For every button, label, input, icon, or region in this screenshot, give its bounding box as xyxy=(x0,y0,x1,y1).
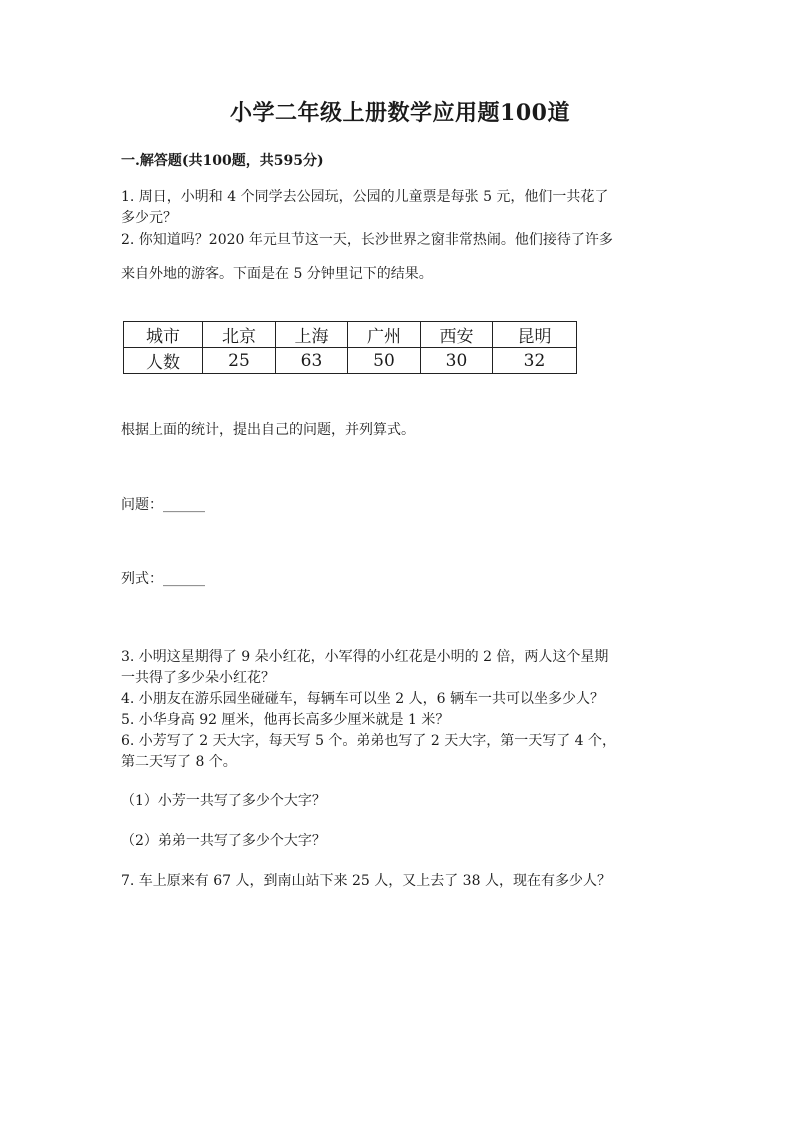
table-row xyxy=(124,348,577,374)
visitor-table xyxy=(123,321,577,374)
question-2-formula-blank: 列式：______ xyxy=(121,571,205,587)
table-cell: 25 xyxy=(203,348,276,374)
question-3-line-1: 3. 小明这星期得了 9 朵小红花，小军得的小红花是小明的 2 倍，两人这个星期 xyxy=(121,649,609,665)
page-title: 小学二年级上册数学应用题100道 xyxy=(230,100,570,126)
table-cell: 西安 xyxy=(421,322,493,348)
question-2-instruction: 根据上面的统计，提出自己的问题，并列算式。 xyxy=(121,422,415,438)
question-2-question-blank: 问题：______ xyxy=(121,497,205,513)
table-cell: 32 xyxy=(493,348,577,374)
question-5: 5. 小华身高 92 厘米，他再长高多少厘米就是 1 米？ xyxy=(121,712,450,728)
table-cell: 63 xyxy=(276,348,348,374)
question-7: 7. 车上原来有 67 人，到南山站下来 25 人，又上去了 38 人，现在有多少人？ xyxy=(121,873,611,889)
question-6-line-2: 第二天写了 8 个。 xyxy=(121,754,237,770)
question-6-line-1: 6. 小芳写了 2 天大字，每天写 5 个。弟弟也写了 2 天大字，第一天写了 4 个， xyxy=(121,733,617,749)
table-header-row xyxy=(124,322,577,348)
question-1-line-1: 1. 周日，小明和 4 个同学去公园玩，公园的儿童票是每张 5 元，他们一共花了 xyxy=(121,189,609,205)
question-6-sub-1: （1）小芳一共写了多少个大字？ xyxy=(121,793,326,809)
table-cell: 广州 xyxy=(348,322,421,348)
question-6-sub-2: （2）弟弟一共写了多少个大字？ xyxy=(121,833,326,849)
table-cell: 30 xyxy=(421,348,493,374)
question-2-line-1: 2. 你知道吗？2020 年元旦节这一天，长沙世界之窗非常热闹。他们接待了许多 xyxy=(121,232,613,248)
question-3-line-2: 一共得了多少朵小红花？ xyxy=(121,670,275,686)
table-cell: 昆明 xyxy=(493,322,577,348)
table-cell: 城市 xyxy=(124,322,203,348)
section-heading: 一.解答题(共100题，共595分) xyxy=(121,153,324,169)
question-2-line-2: 来自外地的游客。下面是在 5 分钟里记下的结果。 xyxy=(121,266,433,282)
question-1-line-2: 多少元？ xyxy=(121,210,177,226)
table-cell: 人数 xyxy=(124,348,203,374)
table-cell: 北京 xyxy=(203,322,276,348)
table-cell: 50 xyxy=(348,348,421,374)
table-cell: 上海 xyxy=(276,322,348,348)
question-4: 4. 小朋友在游乐园坐碰碰车，每辆车可以坐 2 人，6 辆车一共可以坐多少人？ xyxy=(121,691,604,707)
